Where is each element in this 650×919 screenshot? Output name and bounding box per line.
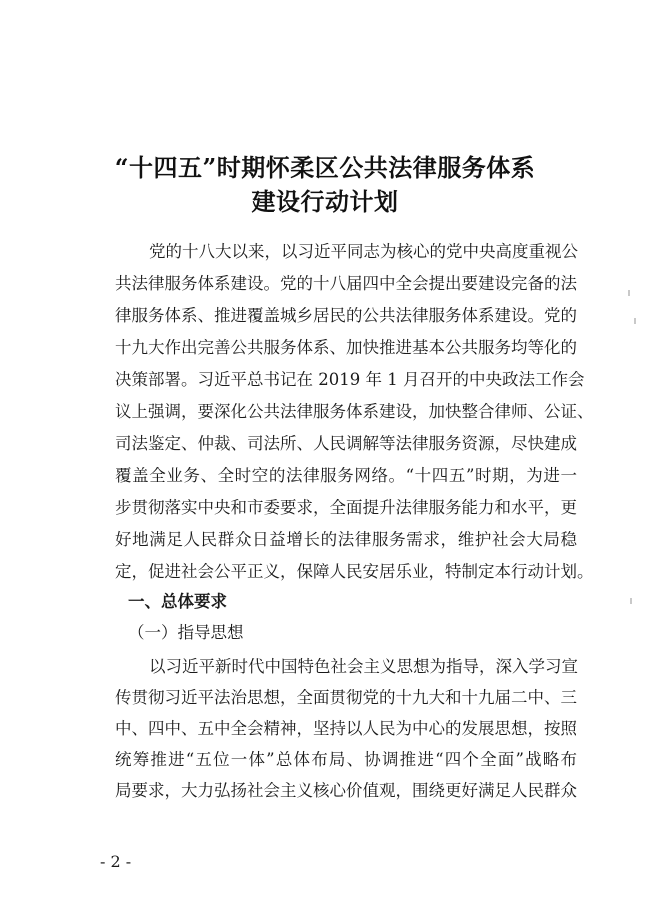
paragraph-line: 律服务体系、推进覆盖城乡居民的公共法律服务体系建设。党的 [115, 306, 577, 325]
paragraph-line: 定，促进社会公平正义，保障人民安居乐业，特制定本行动计划。 [115, 562, 594, 581]
section-heading: 一、总体要求 [128, 592, 227, 611]
paragraph-line: 共法律服务体系建设。党的十八届四中全会提出要建设完备的法 [115, 274, 577, 293]
paragraph-line: 局要求，大力弘扬社会主义核心价值观，围绕更好满足人民群众 [115, 781, 577, 800]
paragraph-line: 中、四中、五中全会精神，坚持以人民为中心的发展思想，按照 [115, 719, 577, 738]
paragraph-line: 以习近平新时代中国特色社会主义思想为指导，深入学习宣 [149, 657, 578, 676]
paragraph-line: 步贯彻落实中央和市委要求，全面提升法律服务能力和水平，更 [115, 498, 577, 517]
paragraph-line: 传贯彻习近平法治思想，全面贯彻党的十九大和十九届二中、三 [115, 688, 577, 707]
scan-speck [628, 290, 630, 296]
document-title-line-2: 建设行动计划 [251, 187, 399, 216]
paragraph-line: 十九大作出完善公共服务体系、加快推进基本公共服务均等化的 [115, 338, 577, 357]
paragraph-line: 统筹推进“五位一体”总体布局、协调推进“四个全面”战略布 [115, 750, 577, 769]
paragraph-line: 议上强调，要深化公共法律服务体系建设，加快整合律师、公证、 [115, 402, 594, 421]
paragraph-line: 党的十八大以来，以习近平同志为核心的党中央高度重视公 [149, 242, 578, 261]
document-title-line-1: “十四五”时期怀柔区公共法律服务体系 [114, 153, 536, 182]
scan-speck [630, 598, 632, 604]
page-number: - 2 - [100, 852, 132, 871]
subsection-heading: （一）指导思想 [128, 623, 244, 642]
paragraph-line: 司法鉴定、仲裁、司法所、人民调解等法律服务资源，尽快建成 [115, 434, 577, 453]
paragraph-line: 决策部署。习近平总书记在 2019 年 1 月召开的中央政法工作会 [115, 370, 585, 389]
scan-speck [634, 318, 636, 324]
paragraph-line: 覆盖全业务、全时空的法律服务网络。“十四五”时期，为进一 [115, 466, 577, 485]
paragraph-line: 好地满足人民群众日益增长的法律服务需求，维护社会大局稳 [115, 530, 577, 549]
